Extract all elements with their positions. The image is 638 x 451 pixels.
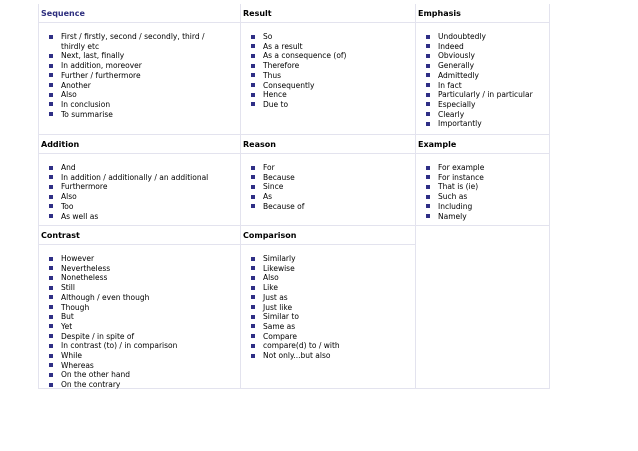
list-item-text: Because: [263, 172, 295, 182]
list-item-text: For instance: [438, 172, 484, 182]
list-item-text: Also: [263, 273, 279, 283]
list-item: [251, 192, 415, 202]
list-item: [426, 32, 549, 42]
bullet-icon: [49, 354, 53, 358]
bullet-icon: [426, 166, 430, 170]
list-item-text: Still: [61, 283, 75, 293]
bullet-icon: [251, 83, 255, 87]
list-item-text: Also: [61, 90, 77, 100]
bullet-icon: [49, 383, 53, 387]
section-addition: [38, 135, 240, 226]
list-item: [49, 163, 240, 173]
list-item-text: That is (ie): [438, 182, 479, 192]
list-item: [251, 51, 415, 61]
bullet-icon: [49, 257, 53, 261]
bullet-icon: [49, 73, 53, 77]
list-item-text: Since: [263, 182, 284, 192]
section-sequence: [38, 4, 240, 135]
bullet-icon: [251, 175, 255, 179]
bullet-icon: [426, 195, 430, 199]
list-item: [426, 71, 549, 81]
list-item: [251, 312, 415, 322]
list-item: [49, 351, 240, 361]
bullet-icon: [251, 102, 255, 106]
list-item-text: While: [61, 351, 82, 361]
bullet-icon: [426, 175, 430, 179]
bullet-icon: [426, 54, 430, 58]
list-item-text: Due to: [263, 99, 289, 109]
bullet-icon: [251, 93, 255, 97]
bullet-icon: [49, 295, 53, 299]
list-item-text: Indeed: [438, 41, 464, 51]
section-heading: Sequence: [39, 4, 240, 23]
list-item: [251, 81, 415, 91]
list-item: [251, 163, 415, 173]
bullet-icon: [251, 35, 255, 39]
list-item: [251, 202, 415, 212]
list-item-text: Such as: [438, 192, 468, 202]
bullet-icon: [426, 93, 430, 97]
list-item: [426, 110, 549, 120]
list-item: [251, 71, 415, 81]
list-item-text: On the contrary: [61, 380, 121, 390]
list-item: [251, 32, 415, 42]
list-item-text: As well as: [61, 211, 99, 221]
list-item: [426, 42, 549, 52]
bullet-icon: [426, 214, 430, 218]
list-item: [426, 163, 549, 173]
list-item: [251, 42, 415, 52]
list-item-text: Nonetheless: [61, 273, 108, 283]
bullet-icon: [251, 354, 255, 358]
list-item-text: Obviously: [438, 51, 475, 61]
list-item-text: Despite / in spite of: [61, 331, 135, 341]
section-heading: Comparison: [241, 226, 415, 245]
table-row: [38, 4, 550, 135]
list-item: [49, 293, 240, 303]
bullet-icon: [426, 185, 430, 189]
bullet-icon: [251, 195, 255, 199]
list-item-text: Similarly: [263, 254, 296, 263]
list-item-text: To summarise: [61, 109, 113, 119]
bullet-icon: [426, 204, 430, 208]
bullet-icon: [251, 73, 255, 77]
item-list: [241, 23, 415, 110]
list-item: [49, 332, 240, 342]
list-item-text: Especially: [438, 99, 476, 109]
list-item-text: Same as: [263, 321, 296, 331]
table-row: [38, 135, 550, 226]
list-item: [251, 303, 415, 313]
bullet-icon: [251, 266, 255, 270]
bullet-icon: [49, 185, 53, 189]
bullet-icon: [251, 324, 255, 328]
list-item: [251, 283, 415, 293]
bullet-icon: [49, 195, 53, 199]
list-item: [426, 182, 549, 192]
bullet-icon: [49, 344, 53, 348]
list-item: [49, 32, 240, 42]
list-item-text: Compare: [263, 331, 298, 341]
bullet-icon: [49, 214, 53, 218]
bullet-icon: [49, 112, 53, 116]
list-item: [49, 202, 240, 212]
item-list: [416, 23, 549, 129]
list-item: [251, 90, 415, 100]
list-item: [49, 370, 240, 380]
section-heading: Addition: [39, 135, 240, 154]
list-item: [49, 283, 240, 293]
list-item-text: Because of: [263, 201, 305, 211]
list-item: [251, 254, 415, 264]
list-item-text: Similar to: [263, 312, 299, 322]
list-item: [251, 332, 415, 342]
list-item-text: As: [263, 192, 273, 202]
list-item-text: Like: [263, 283, 278, 293]
bullet-icon: [426, 44, 430, 48]
list-item-text: Therefore: [263, 61, 300, 71]
section-heading: Contrast: [39, 226, 240, 245]
list-item-text: In conclusion: [61, 99, 111, 109]
list-item-text: Although / even though: [61, 292, 150, 302]
bullet-icon: [251, 295, 255, 299]
list-item: [251, 351, 415, 361]
list-item-text: Importantly: [438, 119, 482, 129]
bullet-icon: [426, 102, 430, 106]
bullet-icon: [49, 266, 53, 270]
list-item: [251, 341, 415, 351]
list-item-text: Though: [61, 302, 90, 312]
list-item: [251, 173, 415, 183]
section-result: [240, 4, 415, 135]
list-item-text: In addition, moreover: [61, 61, 142, 71]
list-item: [49, 361, 240, 371]
list-item-text: But: [61, 312, 74, 322]
bullet-icon: [49, 334, 53, 338]
list-item: [426, 81, 549, 91]
list-item: [49, 51, 240, 61]
list-item: [49, 380, 240, 390]
item-list: [39, 154, 240, 221]
bullet-icon: [251, 276, 255, 280]
list-item: [49, 81, 240, 91]
bullet-icon: [49, 175, 53, 179]
list-item-text: In addition / additionally / an additional: [61, 172, 209, 182]
bullet-icon: [426, 35, 430, 39]
bullet-icon: [49, 93, 53, 97]
list-item: [251, 100, 415, 110]
bullet-icon: [251, 185, 255, 189]
list-item-text: In contrast (to) / in comparison: [61, 341, 178, 351]
list-item: [426, 192, 549, 202]
list-item-text: Not only...but also: [263, 351, 331, 361]
item-list: [39, 245, 240, 390]
list-item: [49, 322, 240, 332]
list-item: [426, 173, 549, 183]
list-item: [251, 182, 415, 192]
list-item: [426, 51, 549, 61]
list-item: [251, 61, 415, 71]
bullet-icon: [49, 276, 53, 280]
list-item-text: Admittedly: [438, 70, 479, 80]
list-item: [251, 264, 415, 274]
bullet-icon: [251, 315, 255, 319]
list-item: [49, 61, 240, 71]
section-heading: Example: [416, 135, 549, 154]
list-item: [49, 312, 240, 322]
list-item-text: On the other hand: [61, 370, 130, 380]
bullet-icon: [49, 363, 53, 367]
bullet-icon: [251, 257, 255, 261]
list-item: [426, 119, 549, 129]
list-item-text: As a consequence (of): [263, 51, 347, 61]
bullet-icon: [251, 344, 255, 348]
list-item: [49, 100, 240, 110]
bullet-icon: [251, 204, 255, 208]
list-item-text: Likewise: [263, 263, 295, 273]
list-item-text: Thus: [263, 70, 281, 80]
bullet-icon: [49, 54, 53, 58]
list-item: [251, 273, 415, 283]
bullet-icon: [49, 315, 53, 319]
section-reason: [240, 135, 415, 226]
bullet-icon: [426, 112, 430, 116]
section-heading: Reason: [241, 135, 415, 154]
list-item: [49, 90, 240, 100]
section-contrast: [38, 226, 240, 389]
list-item: [49, 71, 240, 81]
item-list: [241, 154, 415, 212]
list-item: [49, 182, 240, 192]
list-item: [49, 192, 240, 202]
list-item: [49, 273, 240, 283]
bullet-icon: [251, 166, 255, 170]
list-item-text: Nevertheless: [61, 263, 111, 273]
list-item-text: However: [61, 254, 95, 263]
bullet-icon: [251, 286, 255, 290]
list-item: [49, 341, 240, 351]
list-item: [49, 254, 240, 264]
list-item: [49, 264, 240, 274]
item-list: [241, 245, 415, 361]
list-item-text: thirdly etc: [61, 41, 100, 51]
list-item-text: In fact: [438, 80, 462, 90]
list-item-text: As a result: [263, 41, 303, 51]
bullet-icon: [49, 35, 53, 39]
list-item-text: Further / furthermore: [61, 70, 141, 80]
section-comparison: [240, 226, 415, 389]
bullet-icon: [49, 286, 53, 290]
list-item: [49, 212, 240, 222]
list-item-text: Just like: [263, 302, 293, 312]
bullet-icon: [49, 166, 53, 170]
list-item-text: Just as: [263, 292, 288, 302]
bullet-icon: [251, 64, 255, 68]
section-heading: Emphasis: [416, 4, 549, 23]
list-item: [49, 110, 240, 120]
bullet-icon: [49, 102, 53, 106]
list-item: [49, 42, 240, 52]
list-item: [49, 173, 240, 183]
item-list: [39, 23, 240, 119]
list-item-text: Yet: [61, 321, 73, 331]
bullet-icon: [49, 204, 53, 208]
section-emphasis: [415, 4, 550, 135]
list-item-text: Also: [61, 192, 77, 202]
list-item-text: Consequently: [263, 80, 315, 90]
bullet-icon: [426, 122, 430, 126]
list-item-text: Particularly / in particular: [438, 90, 533, 100]
empty-cell: [415, 226, 550, 389]
list-item-text: Including: [438, 201, 473, 211]
list-item-text: compare(d) to / with: [263, 341, 340, 351]
list-item-text: Whereas: [61, 360, 94, 370]
bullet-icon: [49, 305, 53, 309]
list-item-text: Undoubtedly: [438, 32, 486, 41]
bullet-icon: [426, 64, 430, 68]
list-item-text: Furthermore: [61, 182, 108, 192]
bullet-icon: [426, 83, 430, 87]
list-item-text: Another: [61, 80, 91, 90]
list-item-text: For example: [438, 163, 485, 172]
connectives-table: [38, 4, 550, 389]
list-item: [426, 61, 549, 71]
bullet-icon: [251, 305, 255, 309]
bullet-icon: [49, 373, 53, 377]
list-item-text: Too: [61, 201, 74, 211]
list-item-text: For: [263, 163, 275, 172]
bullet-icon: [49, 324, 53, 328]
list-item: [251, 322, 415, 332]
list-item-text: Generally: [438, 61, 475, 71]
bullet-icon: [49, 64, 53, 68]
list-item: [426, 212, 549, 222]
list-item: [49, 303, 240, 313]
section-example: [415, 135, 550, 226]
list-item-text: And: [61, 163, 76, 172]
list-item: [426, 202, 549, 212]
bullet-icon: [49, 83, 53, 87]
section-heading: Result: [241, 4, 415, 23]
list-item-text: Namely: [438, 211, 467, 221]
bullet-icon: [251, 44, 255, 48]
item-list: [416, 154, 549, 221]
bullet-icon: [251, 334, 255, 338]
bullet-icon: [251, 54, 255, 58]
list-item-text: Hence: [263, 90, 287, 100]
list-item: [251, 293, 415, 303]
list-item-text: Next, last, finally: [61, 51, 125, 61]
list-item-text: First / firstly, second / secondly, third /: [61, 32, 205, 41]
bullet-icon: [426, 73, 430, 77]
list-item: [426, 90, 549, 100]
list-item-text: So: [263, 32, 273, 41]
list-item-text: Clearly: [438, 109, 465, 119]
table-row: [38, 226, 550, 389]
list-item: [426, 100, 549, 110]
